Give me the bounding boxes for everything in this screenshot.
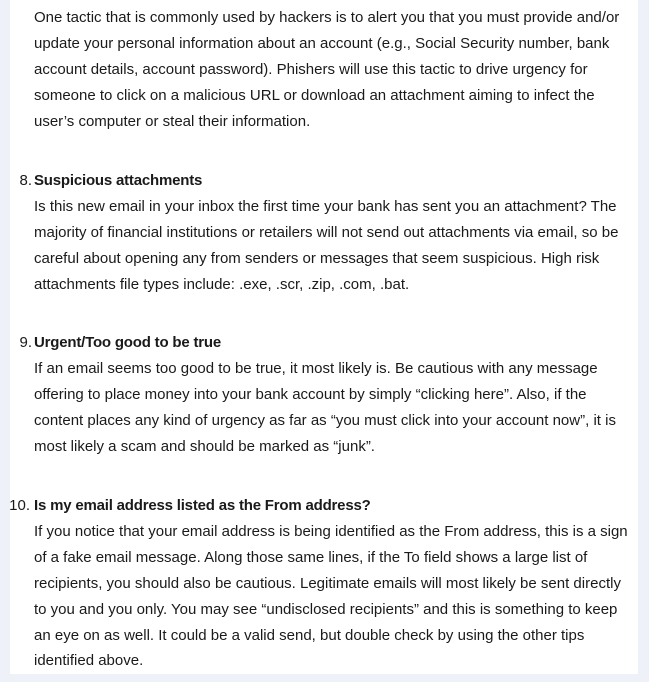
- list-number: 10.: [9, 497, 30, 514]
- list-item-heading: Is my email address listed as the From address?: [34, 497, 371, 514]
- document-page: [10, 0, 638, 674]
- list-number: 8.: [19, 172, 32, 189]
- list-number: 9.: [19, 334, 32, 351]
- list-item-heading: Urgent/Too good to be true: [34, 334, 221, 351]
- list-item-heading: Suspicious attachments: [34, 172, 203, 189]
- list-item-body: If you notice that your email address is being identified as the From address, this is a sign of a fake email message. Along those same lines, if the To field shows a large list of recipients, you should also be cautious. Legitimate emails will most likely be sent directly to you and you only. You may see “undisclosed recipients” and this is something to keep an eye on as well. It could be a valid send, but double check by using the other tips identified above.: [34, 522, 628, 670]
- intro-paragraph: One tactic that is commonly used by hackers is to alert you that you must provide and/or update your personal information about an account (e.g., Social Security number, bank account details, account password). Phishers will use this tactic to drive urgency for someone to click on a malicious URL or download an attachment aiming to infect the user’s computer or steal their information.: [34, 9, 620, 130]
- list-item-body: Is this new email in your inbox the first time your bank has sent you an attachment? The majority of financial institutions or retailers will not send out attachments via email, so be careful about opening any from senders or messages that seem suspicious. High risk attachments file types include: .exe, .scr, .zip, .com, .bat.: [34, 197, 619, 293]
- list-item-body: If an email seems too good to be true, it most likely is. Be cautious with any message offering to place money into your bank account by simply “clicking here”. Also, if the content places any kind of urgency as far as “you must click into your account now”, it is most likely a scam and should be marked as “junk”.: [34, 359, 616, 455]
